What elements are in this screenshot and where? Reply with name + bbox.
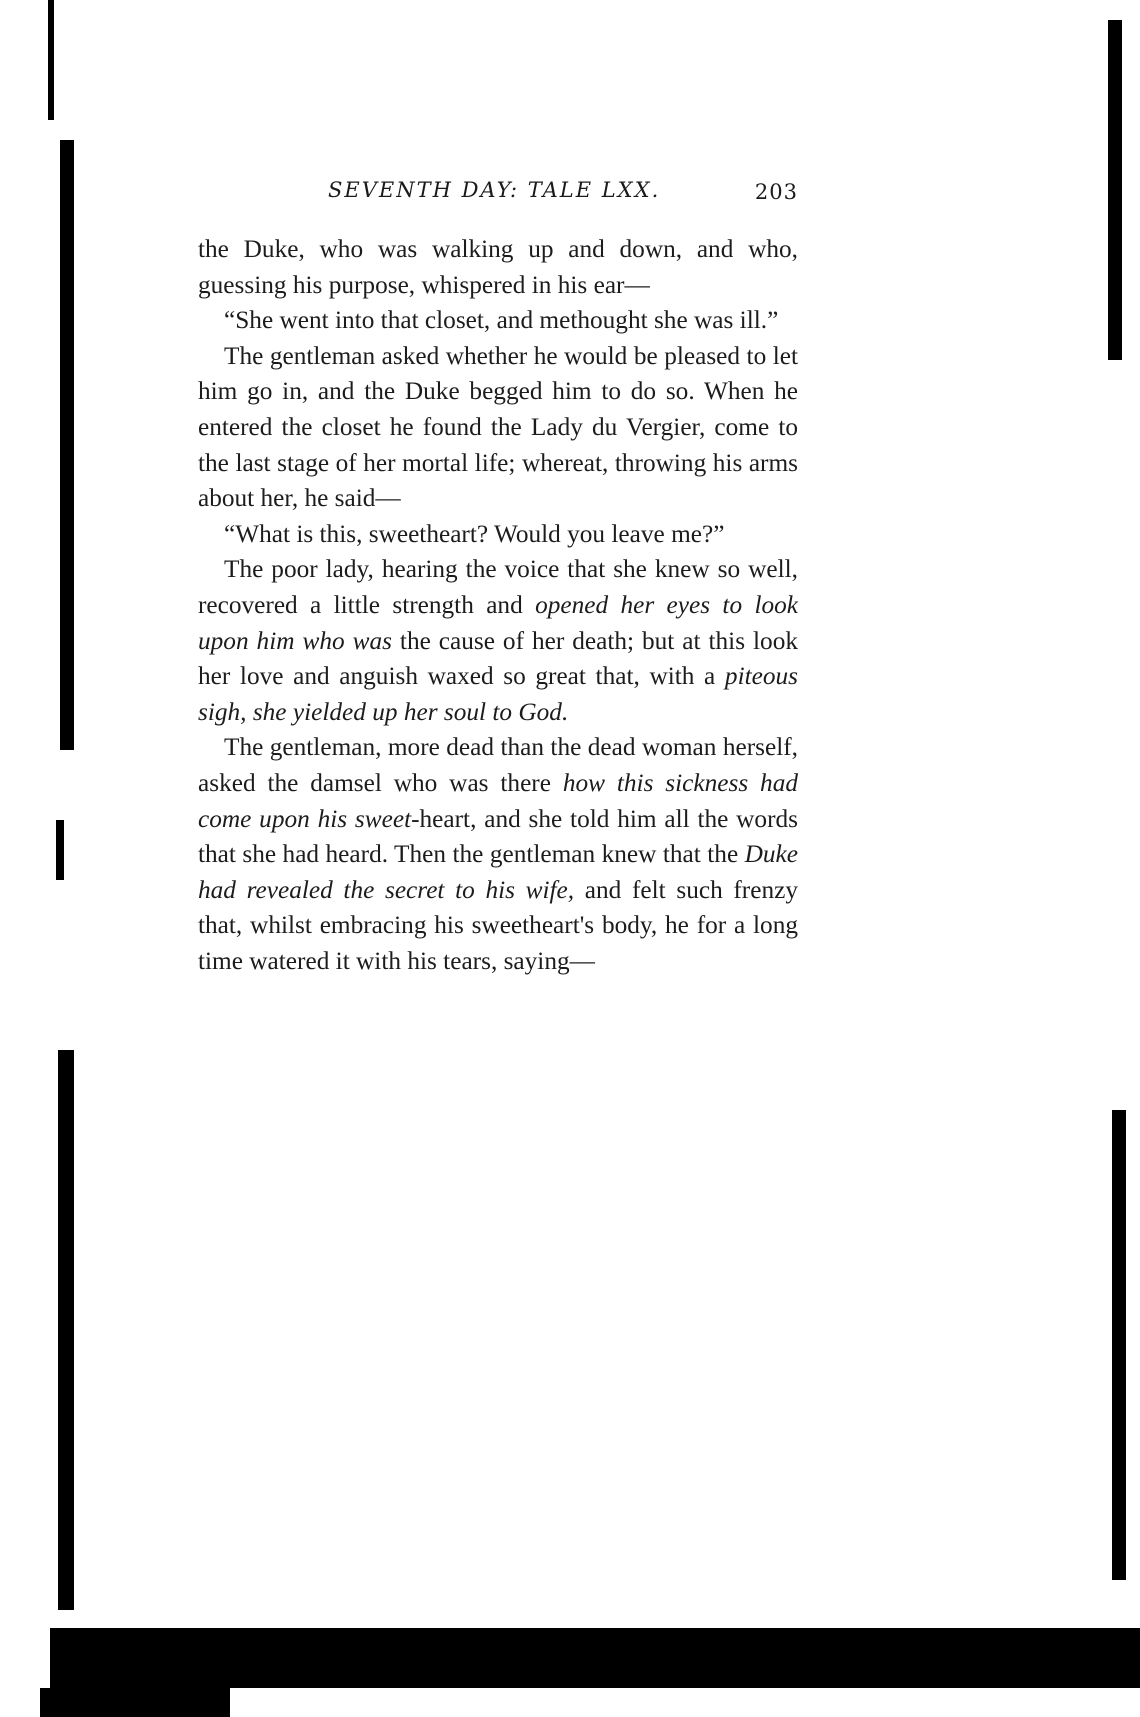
page-header <box>198 178 798 218</box>
paragraph: the Duke, who was walking up and down, and who, guessing his purpose, whispered in his ear— <box>198 235 798 299</box>
scan-edge-bottom <box>40 1688 230 1717</box>
scan-edge-left <box>58 1050 74 1610</box>
scan-edge-right <box>1112 1110 1126 1580</box>
paragraph-italic-text: Duke had revealed the secret to his wife, <box>198 840 798 904</box>
paragraph-italic-text: piteous sigh, she yielded up her soul to God. <box>198 662 798 726</box>
scan-edge-left <box>56 820 64 880</box>
paragraph-italic-text: opened her eyes to look upon him who was <box>198 590 799 655</box>
paragraph <box>198 552 798 730</box>
paragraph-text: The gentleman, more dead than the dead woman herself, asked the damsel who was there <box>198 733 798 797</box>
paragraph: “She went into that closet, and methought she was ill.” <box>224 306 779 335</box>
paragraph-text: and felt such frenzy that, whilst embracing his sweetheart's body, he for a long time watered it with his tears, saying— <box>198 875 798 975</box>
paragraph-text: the cause of her death; but at this look her love and anguish waxed so great that, with a <box>198 626 798 691</box>
paragraph <box>198 730 798 979</box>
scan-edge-left <box>48 0 54 120</box>
body-text <box>198 232 798 979</box>
paragraph: “What is this, sweetheart? Would you leave me?” <box>224 519 725 548</box>
paragraph: The gentleman asked whether he would be pleased to let him go in, and the Duke begged him to do so. When he entered the closet he found the Lady du Vergier, come to the last stage of her mortal life; whereat, throwing his arms about her, he said— <box>198 341 798 513</box>
scan-edge-bottom <box>50 1628 1140 1688</box>
paragraph-text: heart, and she told him all the words that she had heard. Then the gentleman knew that the <box>198 804 798 869</box>
paragraph-text: The poor lady, hearing the voice that she knew so well, recovered a little strength and <box>198 555 798 619</box>
scan-edge-right <box>1108 20 1122 360</box>
scan-edge-left <box>60 140 74 750</box>
paragraph-italic-text: how this sickness had come upon his sweet- <box>198 768 798 833</box>
page-number: 203 <box>754 180 798 204</box>
running-head: SEVENTH DAY: TALE LXX. <box>328 178 661 202</box>
